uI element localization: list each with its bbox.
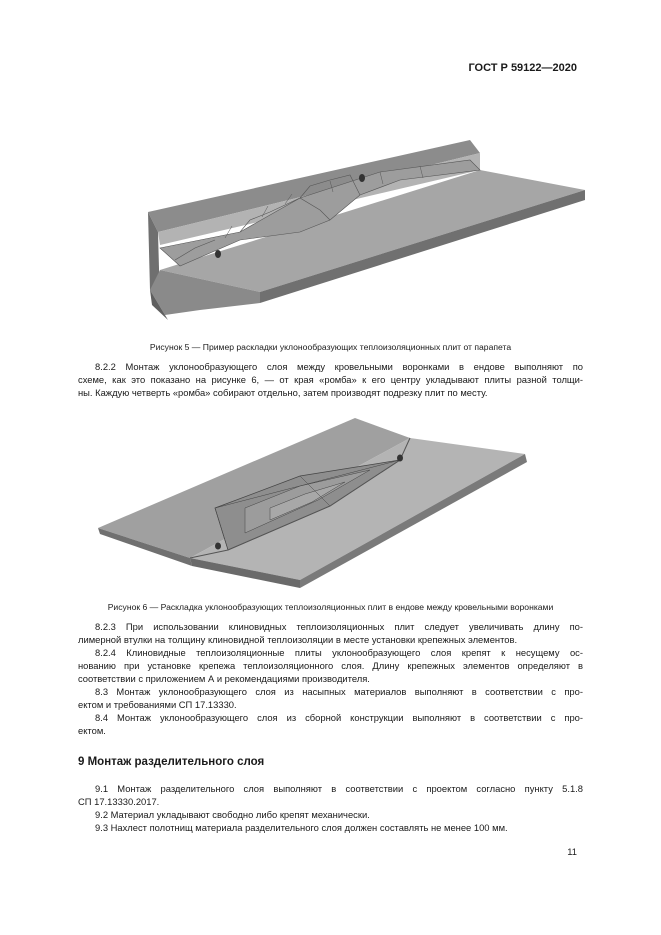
page-number: 11 [567,846,577,857]
paragraph-9-3: 9.3 Нахлест полотнищ материала разделительного слоя должен составлять не менее 100 мм. [95,822,508,833]
figure-6-illustration [0,418,661,598]
figure-5-illustration [0,120,661,335]
figure-5-caption: Рисунок 5 — Пример раскладки уклонообразующих теплоизоляционных плит от парапета [149,342,512,352]
paragraph-9-2: 9.2 Материал укладывают свободно либо крепят механически. [95,809,370,820]
paragraph-8-3: 8.3 Монтаж уклонообразующего слоя из насыпных материалов выполняют в соответствии с про- ектом и требованиями СП 17.13330. [78,686,583,710]
roof-drain-1 [215,250,221,258]
paragraph-8-2-3: 8.2.3 При использовании клиновидных теплоизоляционных плит следует увеличивать длину по- лимерной втулки на толщину клиновидной теплоизоляции в месте установки крепежных элементов. [78,621,583,645]
section-9-title: 9 Монтаж разделительного слоя [78,756,265,768]
paragraph-9-1: 9.1 Монтаж разделительного слоя выполняют в соответствии с проектом согласно пункту 5.1.8 СП 17.13330.2017. [78,783,583,807]
paragraph-8-2-4: 8.2.4 Клиновидные теплоизоляционные плиты уклонообразующего слоя крепят к несущему ос- нованию при установке крепежа теплоизоляционного слоя. Длину крепежных элементов определяют в соответствии с приложением А и рекомендациями производителя. [78,647,583,684]
figure-5-drawing [0,120,661,335]
figure-6-caption: Рисунок 6 — Раскладка уклонообразующих теплоизоляционных плит в ендове между кровельными воронками [107,602,554,612]
paragraph-8-4: 8.4 Монтаж уклонообразующего слоя из сборной конструкции выполняют в соответствии с про- ектом. [78,712,583,736]
paragraph-8-2-2: 8.2.2 Монтаж уклонообразующего слоя между кровельными воронками в ендове выполняют по схеме, как это показано на рисунке 6, — от края «ромба» к его центру укладывают плиты разной толщи- ны. Каждую четверть «ромба» собирают отдельно, затем производят подрезку плит по месту. [78,361,583,398]
valley-drain-2 [397,455,403,462]
valley-drain-1 [215,543,221,550]
figure-6-drawing [0,418,661,598]
standard-code: ГОСТ Р 59122—2020 [468,62,577,74]
roof-drain-2 [359,174,365,182]
